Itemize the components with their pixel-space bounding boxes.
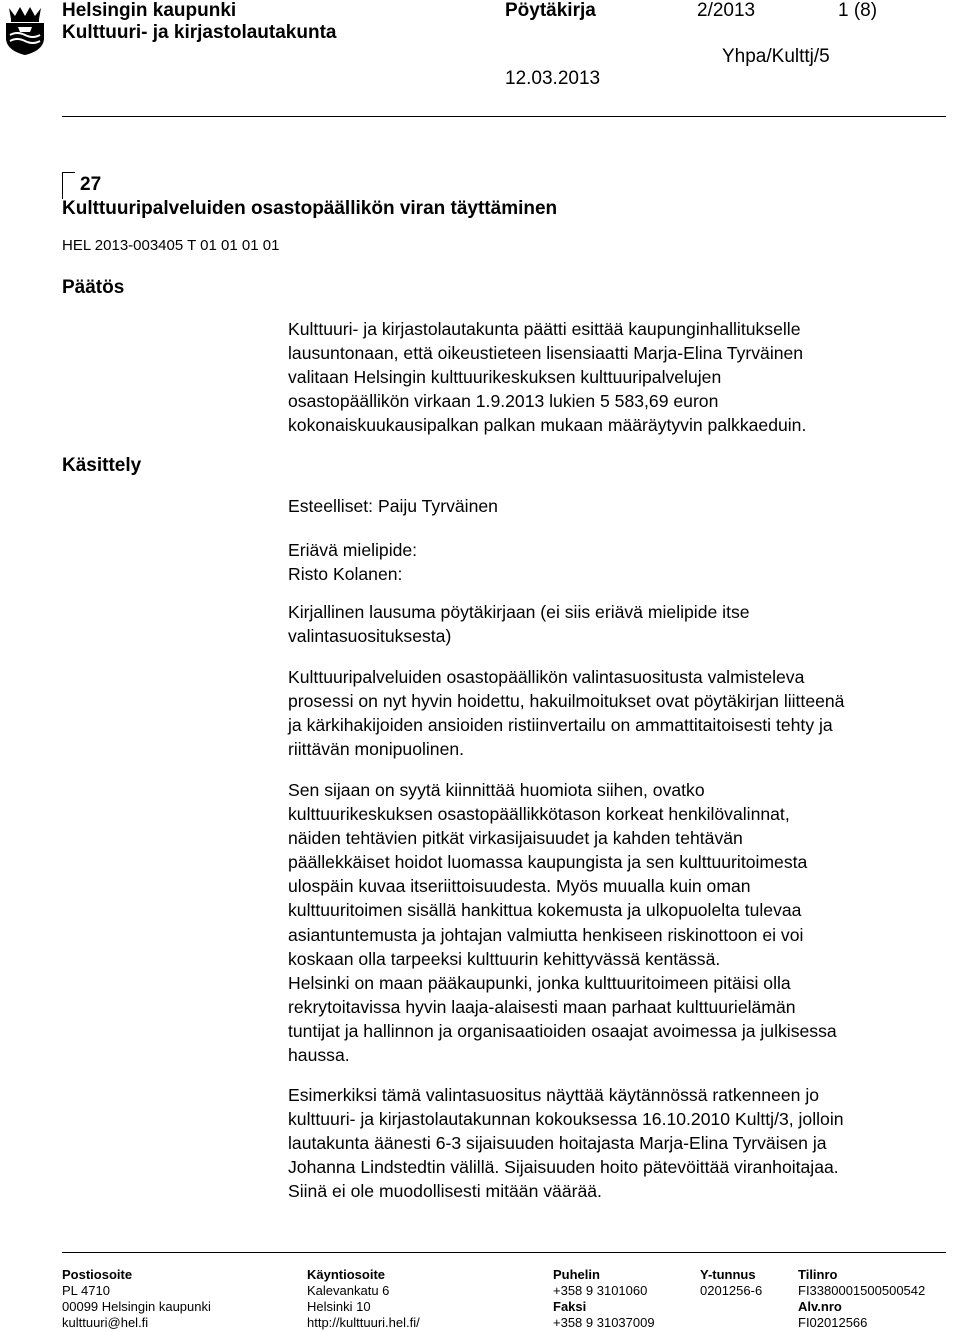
ytunnus-value: 0201256-6 <box>700 1283 763 1298</box>
disqualified-line: Esteelliset: Paiju Tyrväinen <box>288 496 498 516</box>
paragraph-mark <box>62 172 75 199</box>
org-name: Helsingin kaupunki <box>62 0 237 21</box>
dissent-name: Risto Kolanen: <box>288 564 403 584</box>
text-line: Sen sijaan on syytä kiinnittää huomiota siihen, ovatko <box>288 780 705 800</box>
board-name: Kulttuuri- ja kirjastolautakunta <box>62 22 337 43</box>
fax-heading: Faksi <box>553 1299 587 1314</box>
text-line: Kirjallinen lausuma pöytäkirjaan (ei siis eriävä mielipide itse <box>288 602 750 622</box>
record-id: HEL 2013-003405 T 01 01 01 01 <box>62 237 280 254</box>
text-line: Kulttuuripalveluiden osastopäällikön valintasuositusta valmisteleva <box>288 667 805 687</box>
decision-line: osastopäällikön virkaan 1.9.2013 lukien 5 583,69 euron <box>288 391 719 412</box>
reference-code: Yhpa/Kulttj/5 <box>722 46 830 67</box>
statement-paragraph-1 <box>288 600 950 648</box>
text-line: prosessi on nyt hyvin hoidettu, hakuilmoitukset ovat pöytäkirjan liitteenä <box>288 691 845 712</box>
decision-line: lausuntonaan, että oikeustieteen lisensiaatti Marja-Elina Tyrväinen <box>288 343 804 364</box>
decision-line: Kulttuuri- ja kirjastolautakunta päätti esittää kaupunginhallitukselle <box>288 319 801 339</box>
statement-paragraph-3 <box>288 778 950 1067</box>
text-line: asiantuntemusta ja johtajan valmiutta henkiseen riskinottoon ei voi <box>288 924 804 945</box>
doc-number: 2/2013 <box>697 0 756 21</box>
vat-heading: Alv.nro <box>798 1299 842 1314</box>
decision-label: Päätös <box>62 277 125 298</box>
text-line: ulospäin kuvaa itseriittoisuudesta. Myös muualla kuin oman <box>288 876 751 897</box>
text-line: Helsinki on maan pääkaupunki, jonka kulttuuritoimeen pitäisi olla <box>288 972 791 993</box>
account-heading: Tilinro <box>798 1267 838 1282</box>
section-number: 27 <box>80 174 102 195</box>
visit-city: Helsinki 10 <box>307 1299 371 1314</box>
fax-number: +358 9 31037009 <box>553 1315 655 1330</box>
section-title: Kulttuuripalveluiden osastopäällikön viran täyttäminen <box>62 198 558 219</box>
text-line: kulttuurikeskuksen osastopäällikkötason korkeat henkilövalinnat, <box>288 804 790 825</box>
helsinki-crest-icon <box>2 2 48 56</box>
text-line: rekrytoitavissa hyvin laaja-alaisesti maan parhaat kulttuurielämän <box>288 996 796 1017</box>
decision-line: kokonaiskuukausipalkan palkan mukaan määräytyvin palkkaeduin. <box>288 415 807 436</box>
text-line: riittävän monipuolinen. <box>288 739 465 760</box>
handling-label: Käsittely <box>62 455 142 476</box>
text-line: Esimerkiksi tämä valintasuositus näyttää käytännössä ratkenneen jo <box>288 1085 820 1105</box>
decision-text <box>288 317 950 437</box>
statement-paragraph-2 <box>288 665 950 761</box>
text-line: päällekkäiset hoidot luomassa kaupungista ja sen kulttuuritoimesta <box>288 852 808 873</box>
website-link[interactable]: http://kulttuuri.hel.fi/ <box>307 1315 420 1330</box>
text-line: tuntijat ja hallinnon ja organisaatioiden osaajat avoimessa ja julkisessa <box>288 1020 837 1041</box>
meeting-date: 12.03.2013 <box>505 68 601 89</box>
footer-postal <box>62 1267 211 1331</box>
doc-type: Pöytäkirja <box>505 0 596 21</box>
page-number: 1 (8) <box>838 0 878 21</box>
postal-box: PL 4710 <box>62 1283 110 1298</box>
visit-street: Kalevankatu 6 <box>307 1283 390 1298</box>
text-line: ja kärkihakijoiden ansioiden ristiinvertailu on ammattitaitoisesti tehty ja <box>288 715 833 736</box>
text-line: kulttuuritoimen sisällä hankittua kokemusta ja ulkopuolelta tulevaa <box>288 900 802 921</box>
email-link[interactable]: kulttuuri@hel.fi <box>62 1315 149 1330</box>
header-divider <box>62 116 946 117</box>
footer-divider <box>62 1252 946 1253</box>
phone-heading: Puhelin <box>553 1267 600 1282</box>
text-line: Johanna Lindstedtin välillä. Sijaisuuden hoito pätevöittää viranhoitajaa. <box>288 1157 839 1178</box>
footer-visit <box>307 1267 420 1331</box>
postal-heading: Postiosoite <box>62 1267 133 1282</box>
footer-ytunnus <box>700 1267 762 1299</box>
footer-phone <box>553 1267 655 1331</box>
ytunnus-heading: Y-tunnus <box>700 1267 756 1282</box>
phone-number: +358 9 3101060 <box>553 1283 648 1298</box>
text-line: koskaan olla tarpeeksi kulttuurin kehittyvässä kentässä. <box>288 948 721 969</box>
dissent-label: Eriävä mielipide: <box>288 540 418 560</box>
text-line: valintasuosituksesta) <box>288 626 452 647</box>
account-number: FI3380001500500542 <box>798 1283 926 1298</box>
decision-line: valitaan Helsingin kulttuurikeskuksen kulttuuripalvelujen <box>288 367 722 388</box>
text-line: haussa. <box>288 1045 350 1066</box>
visit-heading: Käyntiosoite <box>307 1267 386 1282</box>
vat-number: FI02012566 <box>798 1315 868 1330</box>
text-line: kulttuuri- ja kirjastolautakunnan kokouksessa 16.10.2010 Kulttj/3, jolloin <box>288 1109 844 1130</box>
text-line: Siinä ei ole muodollisesti mitään väärää. <box>288 1181 602 1202</box>
statement-paragraph-4 <box>288 1083 950 1203</box>
text-line: lautakunta äänesti 6-3 sijaisuuden hoitajasta Marja-Elina Tyrväisen ja <box>288 1133 827 1154</box>
footer-account <box>798 1267 925 1331</box>
postal-city: 00099 Helsingin kaupunki <box>62 1299 211 1314</box>
text-line: näiden tehtävien pitkät virkasijaisuudet ja kahden tehtävän <box>288 828 743 849</box>
